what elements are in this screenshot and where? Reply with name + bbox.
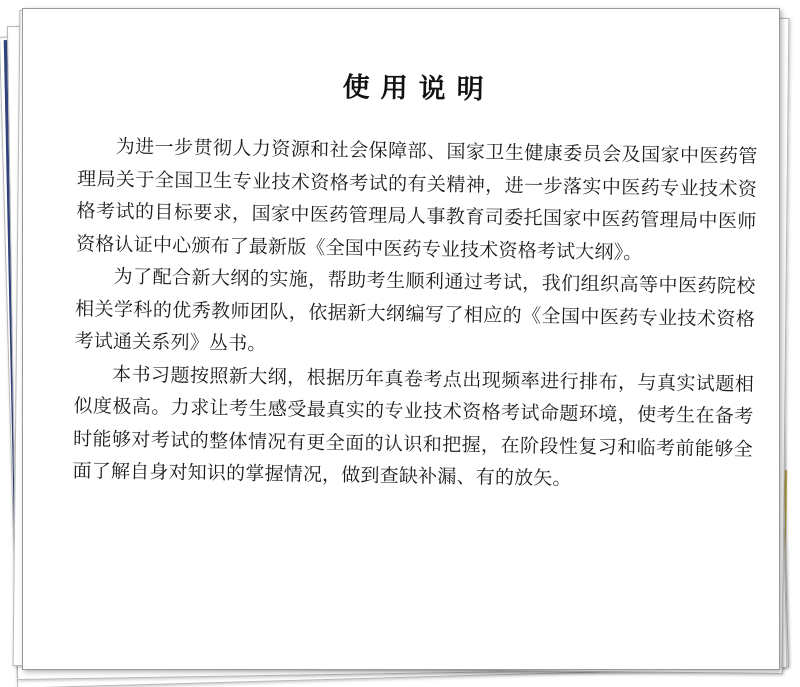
front-page <box>22 8 780 670</box>
paragraph-2: 为了配合新大纲的实施，帮助考生顺利通过考试，我们组织高等中医药院校相关学科的优秀教师团队，依据新大纲编写了相应的《全国中医药专业技术资格考试通关系列》丛书。 <box>74 265 756 355</box>
paragraph-3: 本书习题按照新大纲，根据历年真卷考点出现频率进行排布，与真实试题相似度极高。力求让考生感受最真实的专业技术资格考试命题环境，使考生在备考时能够对考试的整体情况有更全面的认识和把握，在阶段性复习和临考前能够全面了解自身对知识的掌握情况，做到查缺补漏、有的放矢。 <box>72 363 755 490</box>
page-content <box>72 61 759 498</box>
paragraph-1: 为进一步贯彻人力资源和社会保障部、国家卫生健康委员会及国家中医药管理局关于全国卫生专业技术资格考试的有关精神，进一步落实中医药专业技术资格考试的目标要求，国家中医药管理局人事教育司委托国家中医药管理局中医师资格认证中心颁布了最新版《全国中医药专业技术资格考试大纲》。 <box>75 135 758 264</box>
page-title: 使用说明 <box>342 72 495 106</box>
